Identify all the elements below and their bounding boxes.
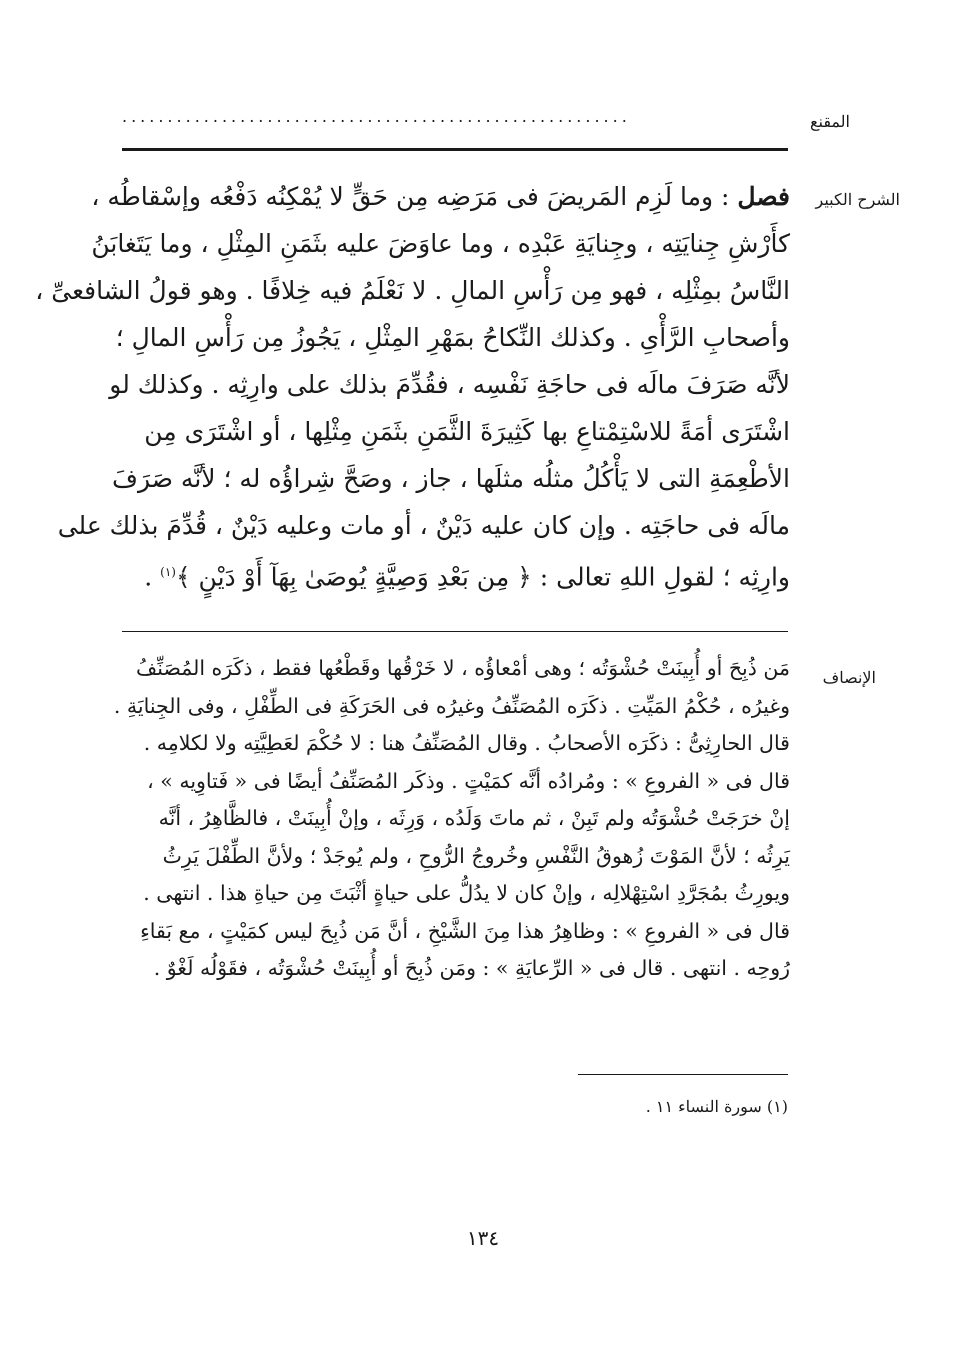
sharh-line-text: : وما لَزِم المَريضَ فى مَرَضِه مِن حَقٍّ لا يُمْكِنُه دَفْعُه وإسْقاطُه ، <box>91 182 730 211</box>
insaf-line: قال فى « الفروعِ » : وظاهِرُ هذا مِنَ الشَّيْخِ ، أنَّ مَن ذُبِحَ ليس كمَيْتٍ ، مع بَقاءِ <box>140 918 790 943</box>
sharh-line: النَّاسُ بمِثْلِه ، فهو مِن رَأْسِ المالِ . لا نَعْلَمُ فيه خِلافًا . وهو قولُ الشافعىِّ ، <box>35 276 790 305</box>
insaf-line: إنْ خرَجَتْ حُشْوَتُه ولم تَبِنْ ، ثم ماتَ وَلَدُه ، وَرِثَه ، وإنْ أُبِينَتْ ، فالظَّاهِرُ ، أنَّه <box>158 806 790 830</box>
insaf-section <box>113 650 790 988</box>
footnote: (١) سورة النساء ١١ . <box>645 1097 788 1116</box>
sharh-line <box>91 173 790 220</box>
insaf-line: ويورِثُ بمُجَرَّدِ اسْتِهْلالِه ، وإنْ كان لا يدُلُّ على حياةٍ أثْبَتَ مِن حياةِ هذا . انتهى . <box>143 881 790 905</box>
section-divider <box>122 631 788 632</box>
sharh-line: وأصحابِ الرَّأْىِ . وكذلك النِّكاحُ بمَهْرِ المِثْلِ ، يَجُوزُ مِن رَأْسِ المالِ ؛ <box>115 323 790 352</box>
sharh-section <box>35 173 790 596</box>
insaf-line: رُوحِه . انتهى . قال فى « الرِّعايَةِ » : ومَن ذُبِحَ أو أُبِينَتْ حُشْوَتُه ، فقَوْلُه لَغْوٌ . <box>153 956 790 980</box>
sharh-line: لأنَّه صَرَفَ مالَه فى حاجَةِ نَفْسِه ، فقُدِّمَ بذلك على وارِثِه . وكذلك لو <box>109 370 790 399</box>
page-number: ١٣٤ <box>466 1226 500 1250</box>
header-title: المقنع <box>809 112 850 131</box>
sharh-line: وارِثِه ؛ لقولِ اللهِ تعالى : ﴿ مِن بَعْدِ وَصِيَّةٍ يُوصَىٰ بِهَآ أَوْ دَيْنٍ ﴾$^{(١)}$ . <box>144 562 790 592</box>
header-rule <box>122 148 788 151</box>
insaf-line: يَرِثُه ؛ لأنَّ المَوْتَ زُهوقُ النَّفْسِ وخُروجُ الرُّوحِ ، ولم يُوجَدْ ؛ ولأنَّ الطِّفْلَ يَرِثُ <box>162 843 790 868</box>
insaf-line: مَن ذُبِحَ أو أُبِينَتْ حُشْوَتُه ؛ وهى أمْعاؤُه ، لا خَرْقُها وقَطْعُها فقط ، ذكَرَه المُصَنِّفُ <box>136 656 790 680</box>
header-dotted-leader: ........................................................ <box>122 107 631 126</box>
insaf-line: قال الحارِثِىُّ : ذكَرَه الأصحابُ . وقال المُصَنِّفُ هنا : لا حُكْمَ لعَطِيَّتِه ولا لكلامِه . <box>143 731 790 755</box>
footnote-marker[interactable]: (١) <box>160 565 176 579</box>
insaf-line: قال فى « الفروعِ » : ومُرادُه أنَّه كمَيْتٍ . وذكَر المُصَنِّفُ أيضًا فى « فَتاوِيه » ، <box>147 768 790 793</box>
sharh-line: كأَرْشِ جِنايَتِه ، وجِنايَةِ عَبْدِه ، وما عاوَضَ عليه بثَمَنِ المِثْلِ ، وما يَتَغابَنُ <box>91 229 790 258</box>
insaf-line: وغيرُه ، حُكْمُ المَيِّتِ . ذكَرَه المُصَنِّفُ وغيرُه فى الحَرَكَةِ فى الطِّفْلِ ، وفى الجِنايَةِ . <box>113 693 790 718</box>
footnote-rule <box>578 1074 788 1075</box>
sharh-line-text: وارِثِه ؛ لقولِ اللهِ تعالى : ﴿ مِن بَعْدِ وَصِيَّةٍ يُوصَىٰ بِهَآ أَوْ دَيْنٍ ﴾ <box>175 562 790 592</box>
insaf-label: الإنصاف <box>822 668 876 687</box>
sharh-label: الشرح الكبير <box>815 190 900 209</box>
fasl-heading: فصل <box>737 182 790 211</box>
sharh-line: اشْتَرَى أمَةً للاسْتِمْتاعِ بها كَثِيرَةَ الثَّمَنِ بثَمَنِ مِثْلِها ، أو اشْتَرَى مِن <box>144 417 790 446</box>
sharh-line: الأطْعِمَةِ التى لا يَأْكُلُ مثلُه مثلَها ، جاز ، وصَحَّ شِراؤُه له ؛ لأنَّه صَرَفَ <box>112 464 790 493</box>
sharh-line: مالَه فى حاجَتِه . وإن كان عليه دَيْنٌ ، أو مات وعليه دَيْنٌ ، قُدِّمَ بذلك على <box>57 511 790 540</box>
